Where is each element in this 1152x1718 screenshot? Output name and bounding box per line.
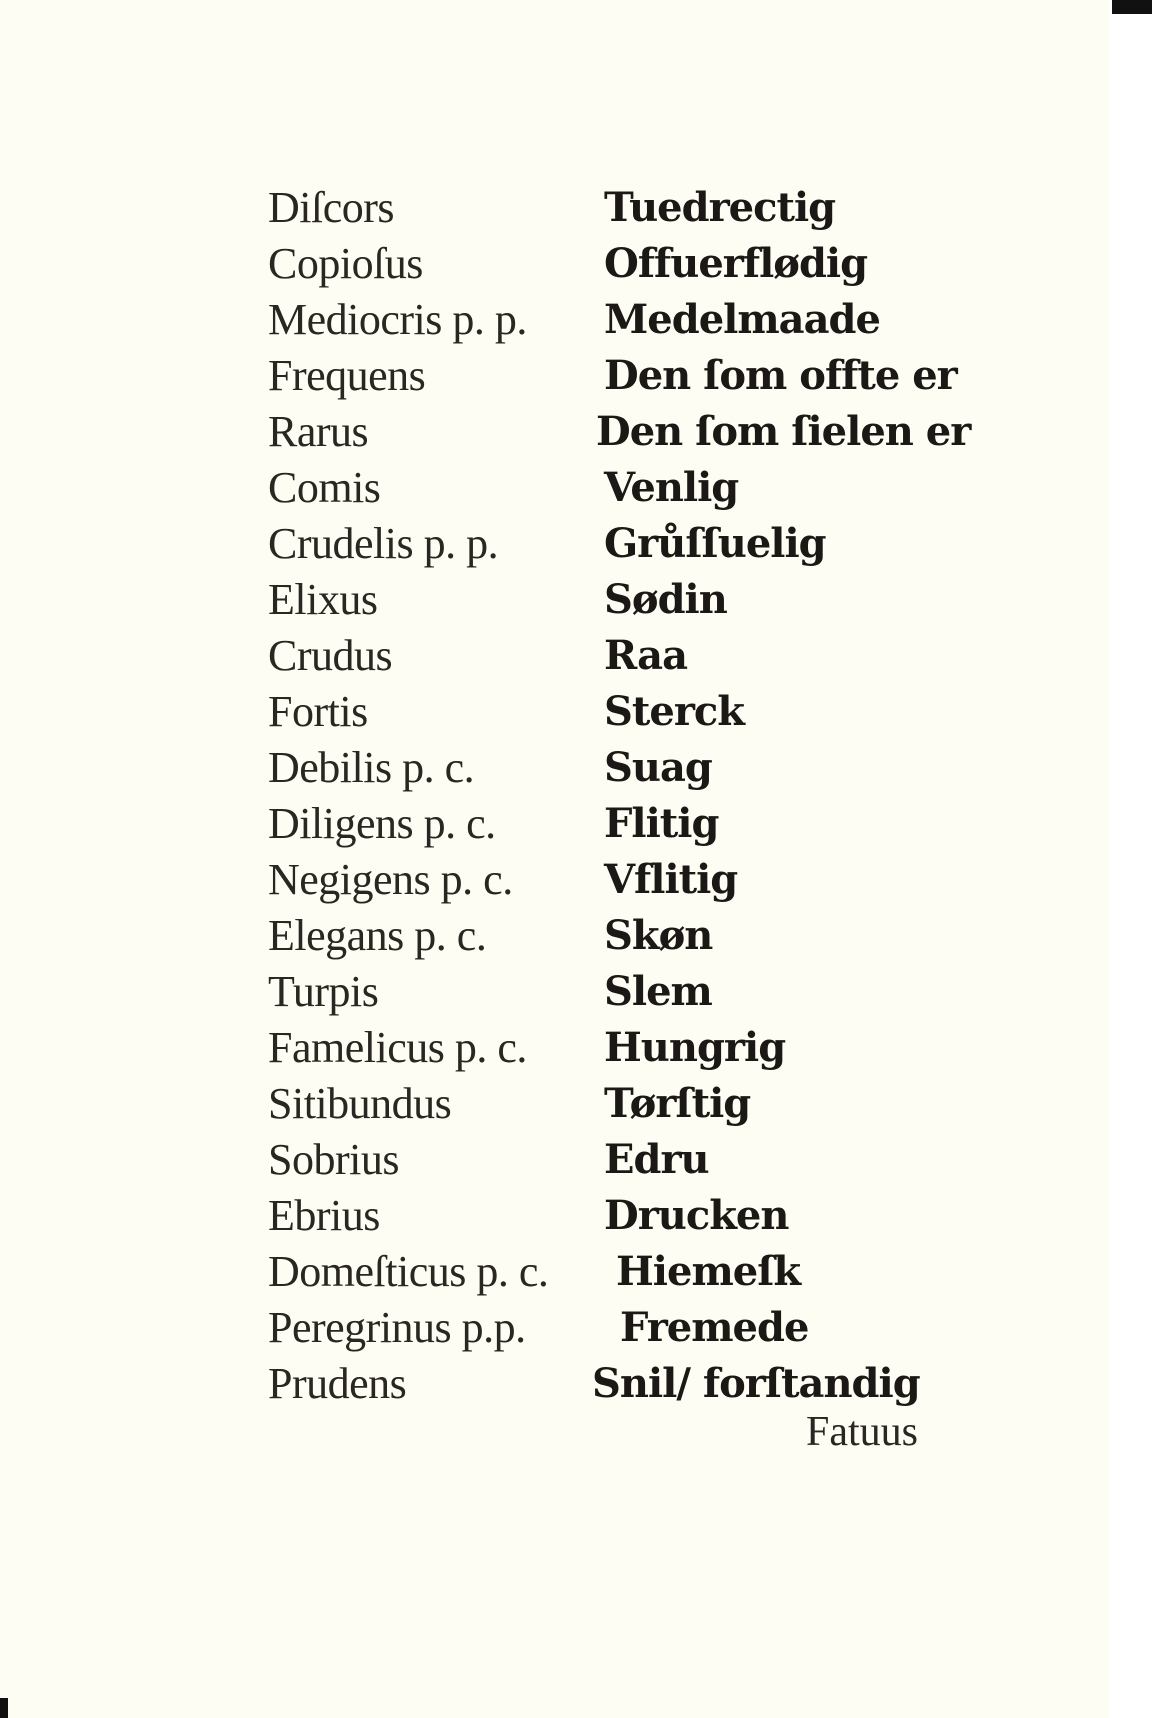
latin-word: Famelicus p. c. — [268, 1023, 527, 1072]
danish-word: Sterck — [604, 688, 744, 735]
latin-word: Frequens — [268, 351, 426, 400]
danish-word: Medelmaade — [604, 296, 880, 343]
list-item — [268, 460, 988, 516]
scan-border-mark — [0, 1698, 8, 1718]
latin-word: Diſcors — [268, 183, 395, 232]
latin-word: Debilis p. c. — [268, 743, 475, 792]
latin-word: Elixus — [268, 575, 378, 624]
list-item — [268, 796, 988, 852]
danish-word: Hungrig — [604, 1024, 786, 1071]
latin-word: Mediocris p. p. — [268, 295, 527, 344]
list-item — [268, 180, 988, 236]
danish-word: Sødin — [604, 576, 727, 623]
latin-word: Ebrius — [268, 1191, 380, 1240]
list-item — [268, 572, 988, 628]
danish-word: Raa — [604, 632, 687, 679]
latin-word: Sitibundus — [268, 1079, 452, 1128]
danish-word: Tuedrectig — [604, 184, 836, 231]
list-item — [268, 516, 988, 572]
danish-word: Den ſom offte er — [604, 352, 957, 399]
list-item — [268, 1076, 988, 1132]
latin-word: Negigens p. c. — [268, 855, 513, 904]
latin-word: Prudens — [268, 1359, 407, 1408]
list-item — [268, 1300, 988, 1356]
latin-word: Domeſticus p. c. — [268, 1247, 549, 1296]
danish-word: Skøn — [604, 912, 713, 959]
danish-word: Vflitig — [604, 856, 738, 903]
list-item — [268, 1020, 988, 1076]
list-item — [268, 1132, 988, 1188]
danish-word: Venlig — [604, 464, 739, 511]
word-list — [268, 180, 988, 1412]
list-item — [268, 1244, 988, 1300]
danish-word: Flitig — [604, 800, 719, 847]
danish-word: Tørſtig — [604, 1080, 751, 1127]
list-item — [268, 404, 988, 460]
danish-word: Hiemeſk — [616, 1248, 801, 1295]
latin-word: Sobrius — [268, 1135, 399, 1184]
list-item — [268, 628, 988, 684]
latin-word: Diligens p. c. — [268, 799, 496, 848]
list-item — [268, 236, 988, 292]
danish-word: Suag — [604, 744, 712, 791]
latin-word: Peregrinus p.p. — [268, 1303, 526, 1352]
danish-word: Grůſſuelig — [604, 520, 826, 567]
danish-word: Slem — [604, 968, 712, 1015]
latin-word: Elegans p. c. — [268, 911, 487, 960]
list-item — [268, 1188, 988, 1244]
danish-word: Fremede — [620, 1304, 809, 1351]
list-item — [268, 740, 988, 796]
danish-word: Offuerflødig — [604, 240, 868, 287]
list-item — [268, 348, 988, 404]
latin-word: Turpis — [268, 967, 379, 1016]
danish-word: Den ſom ſielen er — [596, 408, 971, 455]
scan-border-mark — [1112, 0, 1152, 14]
danish-word: Edru — [604, 1136, 709, 1183]
list-item — [268, 684, 988, 740]
list-item — [268, 908, 988, 964]
list-item — [268, 964, 988, 1020]
latin-word: Crudus — [268, 631, 393, 680]
danish-word: Snil/ forſtandig — [592, 1360, 920, 1407]
latin-word: Copioſus — [268, 239, 423, 288]
latin-word: Crudelis p. p. — [268, 519, 499, 568]
latin-word: Comis — [268, 463, 381, 512]
latin-word: Rarus — [268, 407, 369, 456]
catchword: Fatuus — [806, 1409, 919, 1455]
list-item — [268, 292, 988, 348]
danish-word: Drucken — [604, 1192, 789, 1239]
list-item — [268, 852, 988, 908]
latin-word: Fortis — [268, 687, 368, 736]
